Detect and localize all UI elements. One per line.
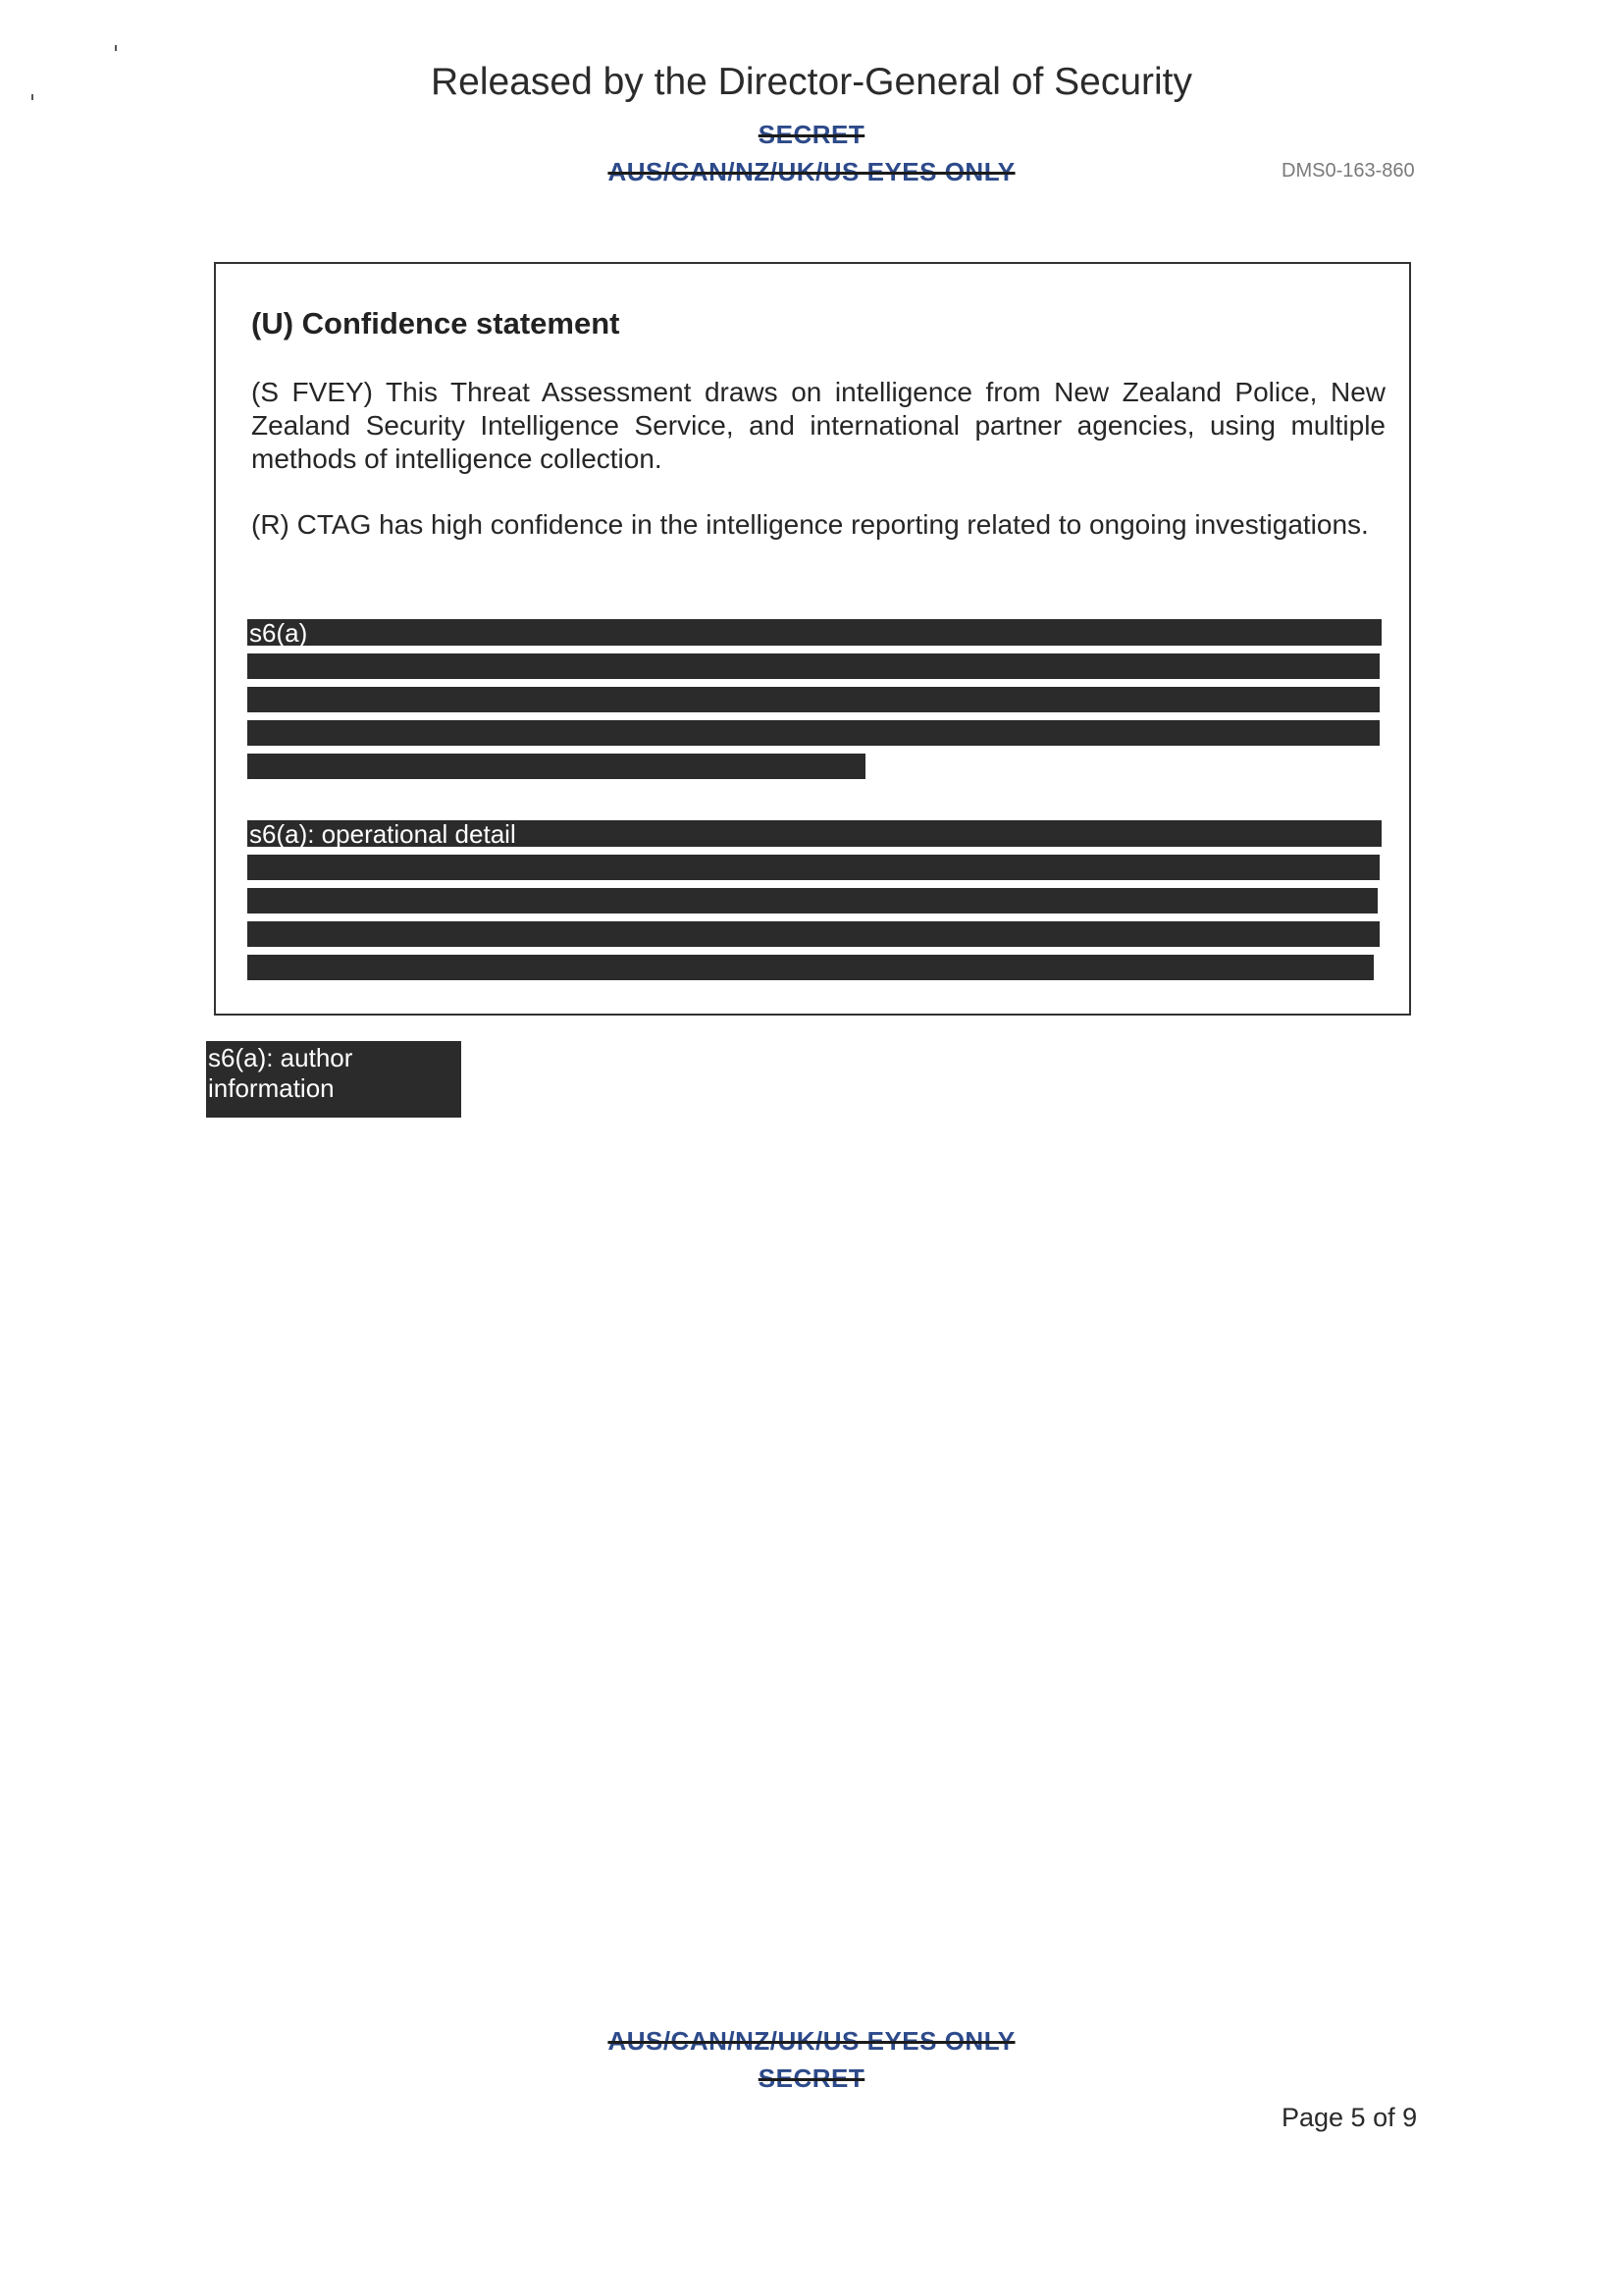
paragraph-intelligence-sources: (S FVEY) This Threat Assessment draws on intelligence from New Zealand Police, New Zealand Security Intelligence Service, and international partner agencies, using multiple methods of intelligence collection. [251, 377, 1386, 474]
scan-speck [115, 45, 117, 51]
author-redaction: s6(a): author information [206, 1041, 461, 1118]
paragraph-confidence: (R) CTAG has high confidence in the intelligence reporting related to ongoing investigations. [251, 509, 1369, 540]
redaction-bar-labeled: s6(a) [247, 619, 1382, 646]
redaction-bar [247, 921, 1380, 947]
redaction-bar [247, 687, 1380, 712]
page-number: Page 5 of 9 [1282, 2103, 1418, 2132]
redaction-bar [247, 888, 1378, 913]
redaction-bar [247, 754, 865, 779]
redaction-bar [247, 955, 1374, 980]
caveat-marking-bottom: AUS/CAN/NZ/UK/US EYES ONLY [607, 2026, 1016, 2056]
caveat-marking-top: AUS/CAN/NZ/UK/US EYES ONLY [607, 157, 1016, 186]
document-id: DMS0-163-860 [1282, 160, 1415, 182]
section-heading: (U) Confidence statement [251, 306, 620, 340]
redaction-bar [247, 653, 1380, 679]
redaction-bar [247, 855, 1380, 880]
redaction-bar [247, 720, 1380, 746]
redaction-bar-labeled: s6(a): operational detail [247, 820, 1382, 847]
classification-marking-bottom: SECRET [758, 2063, 865, 2093]
classification-marking-top: SECRET [758, 120, 865, 149]
release-statement: Released by the Director-General of Security [430, 61, 1193, 103]
